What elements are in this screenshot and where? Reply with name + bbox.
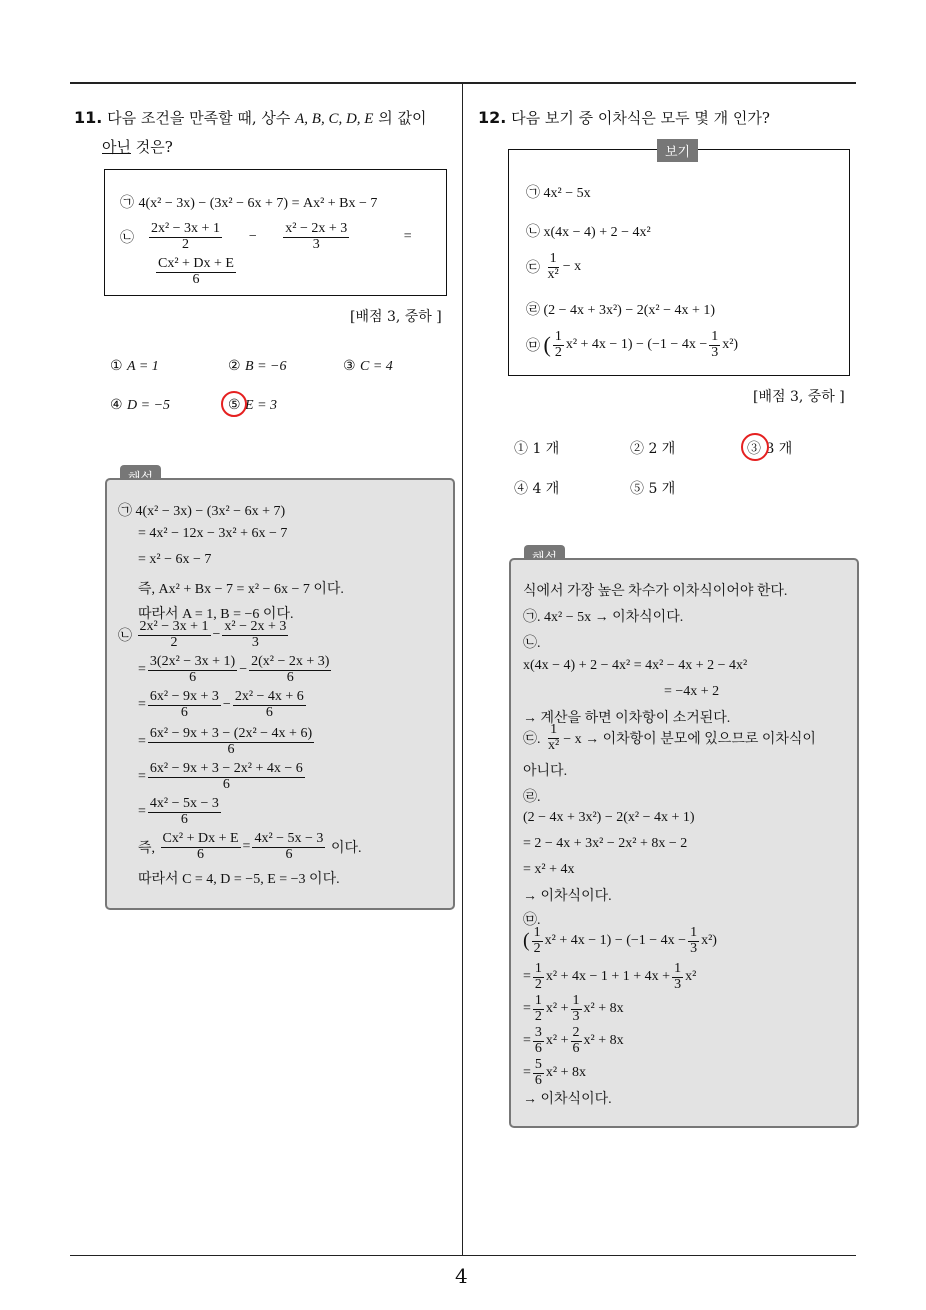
q12-sol-l9: ㉣.: [523, 790, 541, 805]
column-divider: [462, 84, 463, 1256]
q11-text-a: 다음 조건을 만족할 때, 상수: [107, 109, 291, 127]
q12-sol-l1: 식에서 가장 높은 차수가 이차식이어야 한다.: [523, 584, 788, 599]
suffix: − x → 이차항이 분모에 있으므로 이차식이: [563, 732, 816, 748]
denominator: 2: [181, 236, 189, 252]
q11-sol-l10: = $\frac{\text{6x² − 9x + 3 − 2x² + 4x − 6}}{6}$: [138, 761, 303, 792]
numerator: 2x² − 3x + 1: [150, 221, 220, 236]
fraction: [688, 926, 699, 956]
prefix: 즉,: [138, 841, 156, 857]
fraction: [571, 994, 582, 1024]
q12-sol-l5: = −4x + 2: [664, 684, 720, 699]
numerator: 6x² − 9x + 3 − 2x² + 4x − 6: [149, 761, 303, 776]
numerator: 1: [550, 722, 558, 737]
q11-text-b: 의 값이: [378, 109, 427, 127]
q11-choice-1[interactable]: [110, 358, 159, 375]
q12-choice-4[interactable]: [514, 478, 559, 498]
fraction: [138, 620, 211, 650]
q11-cond2-marker: ㉡: [120, 230, 134, 247]
q12-stem: [478, 104, 858, 132]
q12-choice-2[interactable]: [630, 438, 675, 458]
tail: x² + 8x: [545, 1065, 586, 1081]
q12-sol-l12: = x² + 4x: [523, 862, 575, 877]
fraction: [161, 832, 241, 862]
q12-sol-l14: ㉤.: [523, 913, 541, 928]
q11-cond1-marker: ㉠: [120, 195, 134, 211]
denominator: 6: [197, 846, 205, 862]
q12-sol-l6: → 계산을 하면 이차항이 소거된다.: [523, 711, 731, 726]
middle: x² + 4x − 1) − (−1 − 4x −: [544, 933, 687, 949]
expr: (2 − 4x + 3x²) − 2(x² − 4x + 1): [543, 303, 716, 318]
choice-text: 3 개: [765, 441, 793, 457]
fraction: [233, 690, 306, 720]
denominator: 3: [251, 634, 259, 650]
denominator: 6: [285, 846, 293, 862]
q12-item-1: [526, 182, 591, 202]
prefix: ㉢.: [523, 732, 541, 748]
numerator: 2x² − 4x + 6: [234, 689, 304, 704]
denominator: 6: [534, 1072, 542, 1088]
q12-bogi-tab: 보기: [657, 139, 698, 162]
numerator: 1: [533, 925, 541, 940]
numerator: x² − 2x + 3: [224, 619, 287, 634]
numerator: x² − 2x + 3: [285, 221, 348, 236]
middle: x² + 4x − 1 + 1 + 4x +: [545, 969, 671, 985]
denominator: 6: [227, 741, 235, 757]
choice-text: B = −6: [245, 359, 287, 374]
fraction: [148, 762, 305, 792]
denominator: 6: [192, 271, 200, 287]
q11-number: 11.: [74, 108, 103, 127]
q11-sol-l3: = x² − 6x − 7: [138, 552, 212, 567]
fraction: [553, 330, 564, 360]
denominator: 6: [222, 776, 230, 792]
q12-text: 다음 보기 중 이차식은 모두 몇 개 인가?: [511, 109, 770, 127]
q11-sol-l1: ㉠ 4(x² − 3x) − (3x² − 6x + 7): [118, 504, 286, 519]
choice-marker: ⑤: [630, 481, 644, 497]
fraction: [672, 962, 683, 992]
answer-circle-mark: [741, 433, 769, 461]
q12-number: 12.: [478, 108, 507, 127]
fraction: [249, 655, 331, 685]
q11-sol-l4: 즉, Ax² + Bx − 7 = x² − 6x − 7 이다.: [138, 582, 344, 597]
denominator: x²: [548, 737, 560, 753]
fraction: [571, 1026, 582, 1056]
marker: ㉠: [526, 186, 540, 201]
numerator: 6x² − 9x + 3 − (2x² − 4x + 6): [149, 726, 313, 741]
paren: (: [543, 332, 551, 358]
numerator: 1: [690, 925, 698, 940]
q11-cond2-rhs: [144, 257, 248, 287]
fraction: [533, 1026, 544, 1056]
fraction: [533, 962, 544, 992]
fraction: [222, 620, 288, 650]
numerator: 5: [534, 1057, 542, 1072]
numerator: Cx² + Dx + E: [162, 831, 239, 846]
q11-sol-l2: = 4x² − 12x − 3x² + 6x − 7: [138, 526, 288, 541]
denominator: 6: [572, 1040, 580, 1056]
choice-text: 5 개: [648, 481, 676, 497]
minus-sign: −: [248, 229, 257, 245]
q11-score: [배점 3, 중하 ]: [350, 309, 442, 325]
q12-sol-l4: x(4x − 4) + 2 − 4x² = 4x² − 4x + 2 − 4x²: [523, 658, 748, 673]
fraction: [148, 797, 221, 827]
fraction: [533, 994, 544, 1024]
denominator: 2: [534, 976, 542, 992]
q12-item-2: [526, 221, 651, 241]
choice-marker: ⑤: [228, 397, 241, 413]
q12-item-5: [526, 330, 738, 360]
q11-sol-l9: = $\frac{\text{6x² − 9x + 3 − (2x² − 4x + 6)}}{6}$: [138, 726, 313, 757]
tail: x²: [685, 969, 697, 985]
tail: x² + 8x: [583, 1001, 624, 1017]
fraction: [546, 723, 561, 753]
q11-text-vars: A, B, C, D, E: [295, 111, 374, 127]
q12-sol-l20: → 이차식이다.: [523, 1092, 612, 1107]
marker: ㉤: [526, 339, 540, 355]
denominator: 6: [265, 704, 273, 720]
fraction: [709, 330, 720, 360]
numerator: 2(x² − 2x + 3): [251, 654, 330, 669]
numerator: 1: [534, 961, 542, 976]
numerator: 1: [549, 251, 557, 266]
choice-marker: ④: [514, 481, 528, 497]
q11-cond2-frac3: [146, 257, 246, 287]
denominator: 6: [286, 669, 294, 685]
numerator: 4x² − 5x − 3: [254, 831, 324, 846]
denominator: 2: [170, 634, 178, 650]
numerator: 3(2x² − 3x + 1): [149, 654, 236, 669]
choice-text: A = 1: [127, 359, 159, 374]
choice-marker: ④: [110, 397, 123, 413]
q11-underline-word: 아닌: [102, 138, 131, 156]
q11-sol-l5: 따라서 A = 1, B = −6 이다.: [138, 607, 294, 622]
fraction: [532, 926, 543, 956]
tail: x²): [701, 933, 717, 949]
suffix: 이다.: [330, 841, 362, 857]
q12-choice-5[interactable]: [630, 478, 675, 498]
q12-sol-l13: → 이차식이다.: [523, 889, 612, 904]
q11-sol-l13: 따라서 C = 4, D = −5, E = −3 이다.: [138, 872, 340, 887]
equals: =: [523, 1001, 531, 1017]
numerator: 1: [711, 329, 719, 344]
denominator: 3: [674, 976, 682, 992]
marker: ㉡: [526, 225, 540, 240]
q11-choice-4[interactable]: [110, 397, 170, 414]
choice-text: 4 개: [532, 481, 560, 497]
fraction: [148, 727, 314, 757]
denominator: 2: [554, 344, 562, 360]
numerator: 2x² − 3x + 1: [139, 619, 209, 634]
choice-marker: ①: [110, 358, 123, 374]
q11-cond2-frac1: [140, 222, 230, 252]
q12-sol-l16: [523, 962, 696, 992]
choice-text: D = −5: [127, 398, 171, 413]
denominator: 2: [534, 1008, 542, 1024]
q12-sol-l18: [523, 1026, 624, 1056]
denominator: 3: [312, 236, 320, 252]
denominator: 6: [189, 669, 197, 685]
q11-sol-l8: = $\frac{\text{6x² − 9x + 3}}{6}$ − $\frac{\text{2x² − 4x + 6}}{6}$: [138, 689, 304, 720]
q11-choice-3[interactable]: [343, 358, 393, 375]
q11-sol-l11: = $\frac{\text{4x² − 5x − 3}}{6}$: [138, 796, 219, 827]
middle: x² + 4x − 1) − (−1 − 4x −: [565, 337, 708, 353]
rest: − x: [562, 259, 582, 275]
q11-stem: [74, 104, 458, 161]
denominator: 3: [572, 1008, 580, 1024]
fraction: [546, 252, 561, 282]
q12-sol-l11: = 2 − 4x + 3x² − 2x² + 8x − 2: [523, 836, 688, 851]
equals: =: [523, 969, 531, 985]
choice-marker: ①: [514, 441, 528, 457]
numerator: 1: [674, 961, 682, 976]
equals-sign: =: [403, 229, 412, 245]
choice-marker: ③: [343, 358, 356, 374]
tail: x² + 8x: [583, 1033, 624, 1049]
equals: =: [523, 1065, 531, 1081]
denominator: x²: [547, 266, 559, 282]
choice-marker: ③: [747, 441, 761, 457]
choice-marker: ②: [630, 441, 644, 457]
q12-choice-1[interactable]: [514, 438, 559, 458]
marker: ㉡: [118, 629, 132, 645]
fraction: [148, 655, 237, 685]
expr: x(4x − 4) + 2 − 4x²: [543, 225, 651, 240]
q11-cond2-frac2: [275, 222, 357, 252]
q12-sol-l2: ㉠. 4x² − 5x → 이차식이다.: [523, 610, 684, 625]
middle: x² +: [545, 1001, 569, 1017]
numerator: 2: [572, 1025, 580, 1040]
denominator: 2: [533, 940, 541, 956]
choice-marker: ②: [228, 358, 241, 374]
page-number: 4: [455, 1264, 468, 1288]
marker: ㉣: [526, 303, 540, 318]
q12-score: [배점 3, 중하 ]: [753, 389, 845, 405]
numerator: 4x² − 5x − 3: [149, 796, 219, 811]
q12-sol-l10: (2 − 4x + 3x²) − 2(x² − 4x + 1): [523, 810, 695, 825]
denominator: 6: [180, 704, 188, 720]
expr: 4x² − 5x: [543, 186, 591, 201]
answer-circle-mark: [221, 391, 247, 417]
q12-item-4: [526, 299, 715, 319]
tail: x²): [722, 337, 739, 353]
choice-text: 1 개: [532, 441, 560, 457]
paren: (: [523, 929, 530, 952]
q12-sol-l7: [523, 723, 816, 753]
q11-cond1: [120, 192, 377, 212]
denominator: 3: [690, 940, 698, 956]
denominator: 3: [711, 344, 719, 360]
q12-sol-l17: [523, 994, 624, 1024]
q11-sol-l7: = $\frac{\text{3(2x² − 3x + 1)}}{6}$ − $\frac{\text{2(x² − 2x + 3)}}{6}$: [138, 654, 330, 685]
q12-item-3: [526, 252, 581, 282]
numerator: 6x² − 9x + 3: [149, 689, 219, 704]
q12-sol-l15: [523, 926, 717, 956]
fraction: [148, 690, 221, 720]
numerator: Cx² + Dx + E: [158, 256, 234, 271]
choice-text: E = 3: [245, 398, 278, 413]
top-rule: [70, 82, 856, 84]
q12-sol-l19: [523, 1058, 586, 1088]
numerator: 3: [534, 1025, 542, 1040]
marker: ㉢: [526, 261, 540, 277]
denominator: 6: [180, 811, 188, 827]
bottom-rule: [70, 1255, 856, 1256]
q11-text-rest: 것은?: [135, 138, 173, 156]
q12-sol-l3: ㉡.: [523, 636, 541, 651]
choice-text: 2 개: [648, 441, 676, 457]
numerator: 1: [554, 329, 562, 344]
denominator: 6: [534, 1040, 542, 1056]
numerator: 1: [534, 993, 542, 1008]
choice-text: C = 4: [360, 359, 393, 374]
q12-sol-l8: 아니다.: [523, 764, 568, 779]
q11-sol-l12: 즉, $\frac{\text{Cx² + Dx + E}}{6}$ = $\frac{\text{4x² − 5x − 3}}{6}$ 이다.: [138, 831, 362, 862]
q11-cond1-expr: 4(x² − 3x) − (3x² − 6x + 7) = Ax² + Bx − 7: [138, 196, 378, 211]
q11-choice-2[interactable]: [228, 358, 286, 375]
numerator: 1: [572, 993, 580, 1008]
q11-sol-l6: ㉡ $\frac{\text{2x² − 3x + 1}}{2}$ − $\frac{\text{x² − 2x + 3}}{3}$: [118, 619, 287, 650]
equals: =: [523, 1033, 531, 1049]
fraction: [252, 832, 325, 862]
q11-cond2: [120, 222, 412, 252]
fraction: [533, 1058, 544, 1088]
middle: x² +: [545, 1033, 569, 1049]
